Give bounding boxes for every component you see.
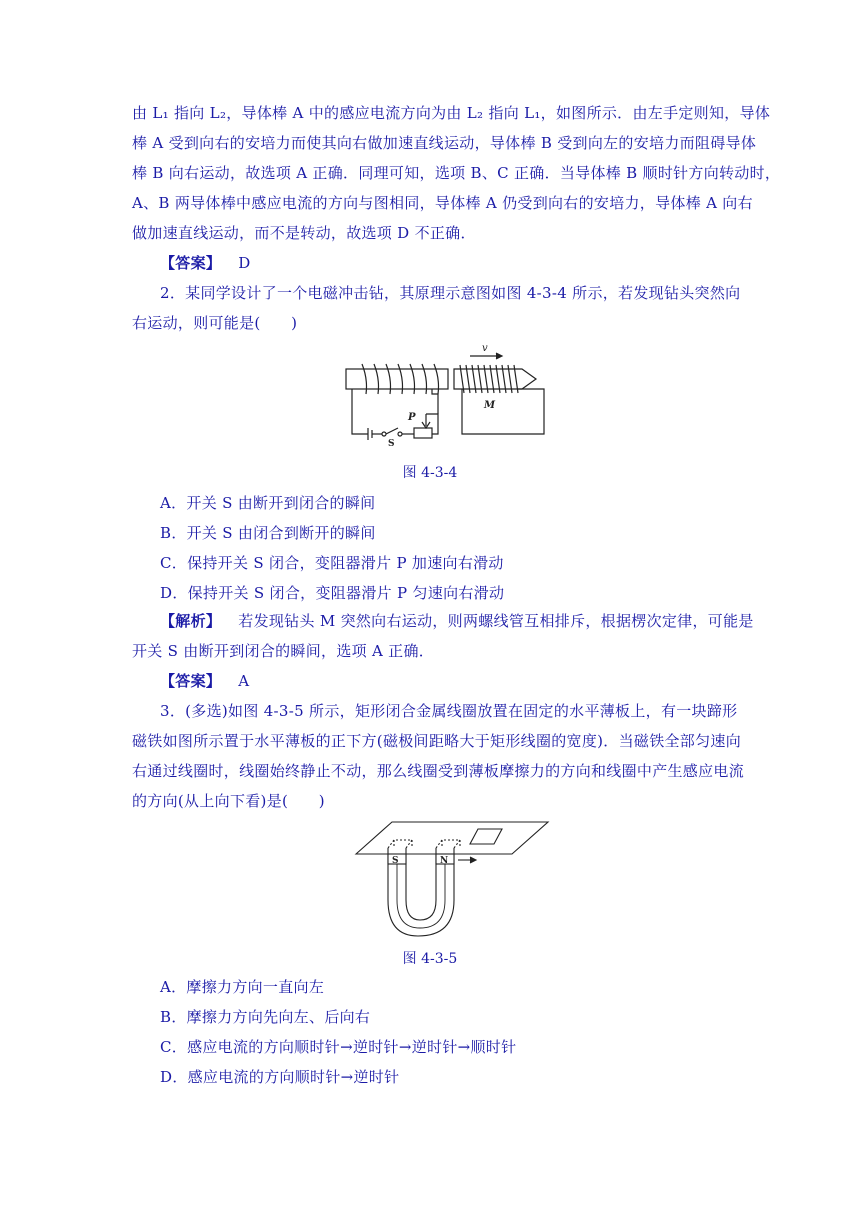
velocity-label: v: [482, 343, 488, 354]
paragraph-line: 做加速直线运动，而不是转动，故选项 D 不正确．: [132, 224, 476, 242]
answer-tag: 【答案】: [160, 254, 222, 272]
answer-line: [160, 666, 758, 696]
option-b: B．开关 S 由闭合到断开的瞬间: [160, 524, 376, 542]
figure-horseshoe-magnet: [350, 820, 550, 942]
slider-label: P: [408, 412, 416, 423]
answer-line: [160, 248, 758, 278]
question-3-line: 的方向(从上向下看)是( ): [132, 792, 325, 810]
analysis-tag: 【解析】: [160, 612, 222, 630]
option-d: D．感应电流的方向顺时针→逆时针: [160, 1068, 400, 1086]
figure-caption: 图 4-3-4: [402, 465, 458, 481]
switch-label: S: [388, 439, 395, 449]
north-pole-label: N: [440, 856, 449, 866]
question-2-line: 2．某同学设计了一个电磁冲击钻，其原理示意图如图 4-3-4 所示，若发现钻头突然向: [160, 284, 741, 302]
analysis-line: [160, 606, 758, 636]
figure-caption: 图 4-3-5: [402, 951, 458, 967]
analysis-text: 若发现钻头 M 突然向右运动，则两螺线管互相排斥，根据楞次定律，可能是: [238, 612, 754, 630]
answer-value: D: [238, 254, 251, 272]
option-a: A．开关 S 由断开到闭合的瞬间: [160, 494, 376, 512]
question-3-line: 磁铁如图所示置于水平薄板的正下方(磁极间距略大于矩形线圈的宽度)．当磁铁全部匀速向: [132, 732, 742, 750]
question-3-line: 右通过线圈时，线圈始终静止不动，那么线圈受到薄板摩擦力的方向和线圈中产生感应电流: [132, 762, 745, 780]
question-2-line: 右运动，则可能是( ): [132, 314, 298, 332]
option-d: D．保持开关 S 闭合，变阻器滑片 P 匀速向右滑动: [160, 584, 505, 602]
paragraph-line: 棒 B 向右运动，故选项 A 正确．同理可知，选项 B、C 正确．当导体棒 B 顺时针方向转动时，: [132, 164, 781, 182]
analysis-line-2: 开关 S 由断开到闭合的瞬间，选项 A 正确．: [132, 642, 435, 660]
figure-drill-circuit: [340, 342, 550, 450]
question-3-line: 3．(多选)如图 4-3-5 所示，矩形闭合金属线圈放置在固定的水平薄板上，有一块蹄形: [160, 702, 738, 720]
answer-tag: 【答案】: [160, 672, 222, 690]
drill-label: M: [484, 400, 496, 411]
option-c: C．保持开关 S 闭合，变阻器滑片 P 加速向右滑动: [160, 554, 504, 572]
paragraph-line: 由 L₁ 指向 L₂，导体棒 A 中的感应电流方向为由 L₂ 指向 L₁，如图所示．由左手定则知，导体: [132, 104, 771, 122]
option-c: C．感应电流的方向顺时针→逆时针→逆时针→顺时针: [160, 1038, 517, 1056]
option-a: A．摩擦力方向一直向左: [160, 978, 325, 996]
paragraph-line: 棒 A 受到向右的安培力而使其向右做加速直线运动，导体棒 B 受到向左的安培力而阻碍导体: [132, 134, 757, 152]
option-b: B．摩擦力方向先向左、后向右: [160, 1008, 371, 1026]
answer-value: A: [238, 672, 250, 690]
south-pole-label: S: [392, 856, 399, 866]
paragraph-line: A、B 两导体棒中感应电流的方向与图相同，导体棒 A 仍受到向右的安培力，导体棒 A 向右: [132, 194, 753, 212]
